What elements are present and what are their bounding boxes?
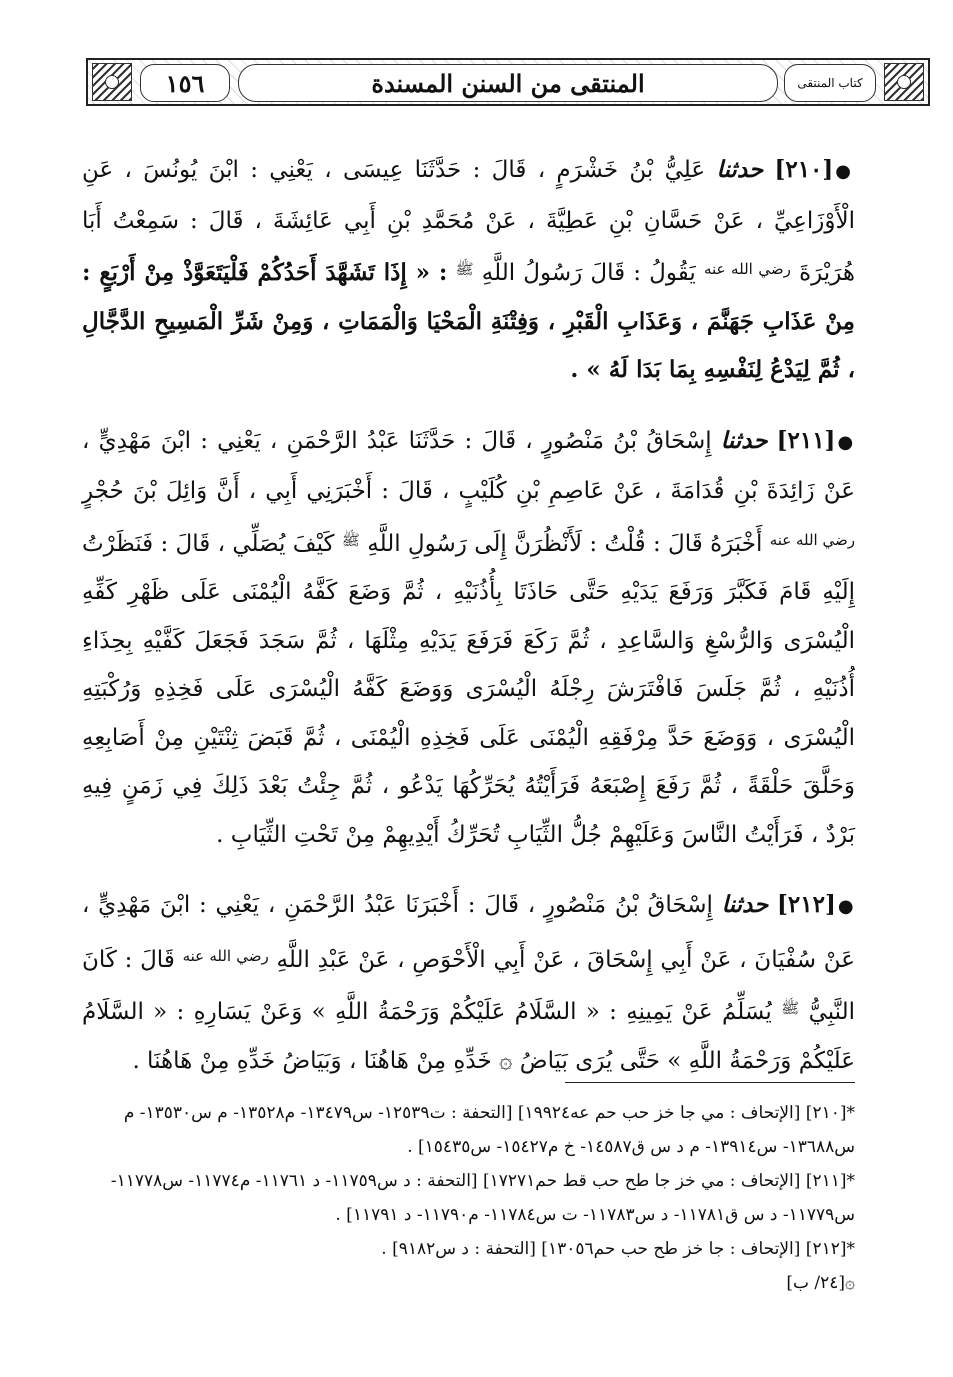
- hadith-212: [82, 881, 855, 1085]
- isnad-continuation: قَالَ : كَانَ النَّبِيُّ: [82, 946, 856, 1025]
- hadith-210: [82, 146, 855, 395]
- bullet-icon: ●: [837, 431, 855, 453]
- radiyallah-honorific: رضي الله عنه: [703, 260, 791, 278]
- hadith-number: [٢١٠]: [774, 156, 834, 183]
- haddathana: حدثنا: [721, 891, 769, 918]
- isnad: عَلِيُّ بْنُ خَشْرَمٍ ، قَالَ : حَدَّثَنَا عِيسَى ، يَعْنِي : ابْنَ يُونُسَ ، عَنِ الْأَوْزَاعِيِّ ، عَنْ حَسَّانِ بْنِ عَطِيَّةَ ، عَنْ مُحَمَّدِ بْنِ أَبِي عَائِشَةَ ، قَالَ : سَمِعْتُ أَبَا هُرَيْرَةَ: [82, 157, 856, 286]
- hadith-number: [٢١١]: [776, 426, 836, 454]
- matn: كَيْفَ يُصَلِّي ، قَالَ : فَنَظَرْتُ إِلَيْهِ قَامَ فَكَبَّرَ وَرَفَعَ يَدَيْهِ حَتَّى حَاذَتَا بِأُذُنَيْهِ ، ثُمَّ وَضَعَ كَفَّهُ الْيُمْنَى عَلَى ظَهْرِ كَفِّهِ الْيُسْرَى وَالرُّسْغِ وَالسَّاعِدِ ، ثُمَّ رَكَعَ فَرَفَعَ يَدَيْهِ مِثْلَهَا ، ثُمَّ سَجَدَ فَجَعَلَ كَفَّيْهِ بِحِذَاءِ أُذُنَيْهِ ، ثُمَّ جَلَسَ فَافْتَرَشَ رِجْلَهُ الْيُسْرَى وَوَضَعَ كَفَّهُ الْيُسْرَى عَلَى فَخِذِهِ وَرُكْبَتِهِ الْيُسْرَى ، وَوَضَعَ حَدَّ مِرْفَقِهِ الْيُمْنَى عَلَى فَخِذِهِ الْيُمْنَى ، ثُمَّ قَبَضَ ثِنْتَيْنِ مِنْ أَصَابِعِهِ وَحَلَّقَ حَلْقَةً ، ثُمَّ رَفَعَ إِصْبَعَهُ فَرَأَيْتُهُ يُحَرِّكُهَا يَدْعُو ، ثُمَّ جِئْتُ بَعْدَ ذَلِكَ فِي زَمَنٍ فِيهِ بَرْدٌ ، فَرَأَيْتُ النَّاسَ وَعَلَيْهِمْ جُلُّ الثِّيَابِ تُحَرِّكُ أَيْدِيهِمْ مِنْ تَحْتِ الثِّيَابِ .: [82, 530, 855, 848]
- salawat-honorific: ﷺ: [455, 260, 474, 278]
- main-text: [82, 146, 855, 1107]
- bullet-icon: ●: [835, 161, 856, 182]
- footnote-211: *[٢١١] [الإتحاف : مي خز جا طح حب قط حم١٧٢٧١] [التحفة : د س١١٧٥٩- د ١١٧٦١- م١١٧٧٤- س١١٧٧٨- س١١٧٧٩- د س ق١١٧٨١- د س١١٧٨٣- ت س١١٧٨٤- م١١٧٩٠- د ١١٧٩١] .: [110, 1171, 855, 1225]
- haddathana: حدثنا: [720, 426, 768, 454]
- folio-marker: ۞[٢٤/ ب]: [786, 1273, 855, 1293]
- radiyallah-honorific: رضي الله عنه: [769, 530, 855, 549]
- isnad-continuation: يَقُولُ : قَالَ رَسُولُ اللَّهِ: [481, 260, 696, 286]
- book-emblem: كتاب المنتقى: [784, 64, 876, 102]
- running-header: [86, 58, 930, 106]
- book-title: المنتقى من السنن المسندة: [238, 64, 778, 102]
- radiyallah-honorific: رضي الله عنه: [182, 946, 269, 965]
- hadith-number: [٢١٢]: [777, 891, 836, 918]
- haddathana: حدثنا: [716, 156, 764, 183]
- bullet-icon: ●: [837, 896, 856, 917]
- ornament-icon: [92, 63, 132, 101]
- isnad: إِسْحَاقُ بْنُ مَنْصُورٍ ، قَالَ : أَخْبَرَنَا عَبْدُ الرَّحْمَنِ ، يَعْنِي : ابْنَ مَهْدِيٍّ ، عَنْ سُفْيَانَ ، عَنْ أَبِي إِسْحَاقَ ، عَنْ أَبِي الْأَحْوَصِ ، عَنْ عَبْدِ اللَّهِ: [82, 892, 856, 973]
- footnote-212: *[٢١٢] [الإتحاف : جا خز طح حب حم١٣٠٥٦] [التحفة : د س٩١٨٢] .: [381, 1239, 855, 1259]
- salawat-honorific: ﷺ: [781, 999, 800, 1017]
- footnote-divider: [565, 1082, 855, 1083]
- matn: : « إِذَا تَشَهَّدَ أَحَدُكُمْ فَلْيَتَعَوَّذْ مِنْ أَرْبَعٍ : مِنْ عَذَابِ جَهَنَّمَ ، وَعَذَابِ الْقَبْرِ ، وَفِتْنَةِ الْمَحْيَا وَالْمَمَاتِ ، وَمِنْ شَرِّ الْمَسِيحِ الدَّجَّالِ ، ثُمَّ لِيَدْعُ لِنَفْسِهِ بِمَا بَدَا لَهُ » .: [82, 259, 855, 383]
- ornament-icon: [884, 63, 924, 101]
- isnad: إِسْحَاقُ بْنُ مَنْصُورٍ ، قَالَ : حَدَّثَنَا عَبْدُ الرَّحْمَنِ ، يَعْنِي : ابْنَ مَهْدِيٍّ ، عَنْ زَائِدَةَ بْنِ قُدَامَةَ ، عَنْ عَاصِمِ بْنِ كُلَيْبٍ ، قَالَ : أَخْبَرَنِي أَبِي ، أَنَّ وَائِلَ بْنَ حُجْرٍ: [82, 427, 855, 504]
- hadith-211: [82, 417, 855, 860]
- page-number: ١٥٦: [140, 64, 230, 102]
- footnote-210: *[٢١٠] [الإتحاف : مي جا خز حب حم عه١٩٩٢٤] [التحفة : ت١٢٥٣٩- س١٣٤٧٩- م١٣٥٢٨- م س١٣٥٣٠- م س١٣٦٨٨- س١٣٩١٤- م د س ق١٤٥٨٧- خ م١٥٤٢٧- س١٥٤٣٥] .: [123, 1103, 855, 1157]
- salawat-honorific: ﷺ: [341, 530, 360, 549]
- matn: يُسَلِّمُ عَنْ يَمِينِهِ : « السَّلَامُ عَلَيْكُمْ وَرَحْمَةُ اللَّهِ » وَعَنْ يَسَارِهِ : « السَّلَامُ عَلَيْكُمْ وَرَحْمَةُ اللَّهِ » حَتَّى يُرَى بَيَاضُ ۞ خَدِّهِ مِنْ هَاهُنَا ، وَبَيَاضُ خَدِّهِ مِنْ هَاهُنَا .: [82, 999, 855, 1074]
- footnotes: [82, 1096, 855, 1300]
- isnad-continuation: أَخْبَرَهُ قَالَ : قُلْتُ : لَأَنْظُرَنَّ إِلَى رَسُولِ اللَّهِ: [367, 530, 763, 557]
